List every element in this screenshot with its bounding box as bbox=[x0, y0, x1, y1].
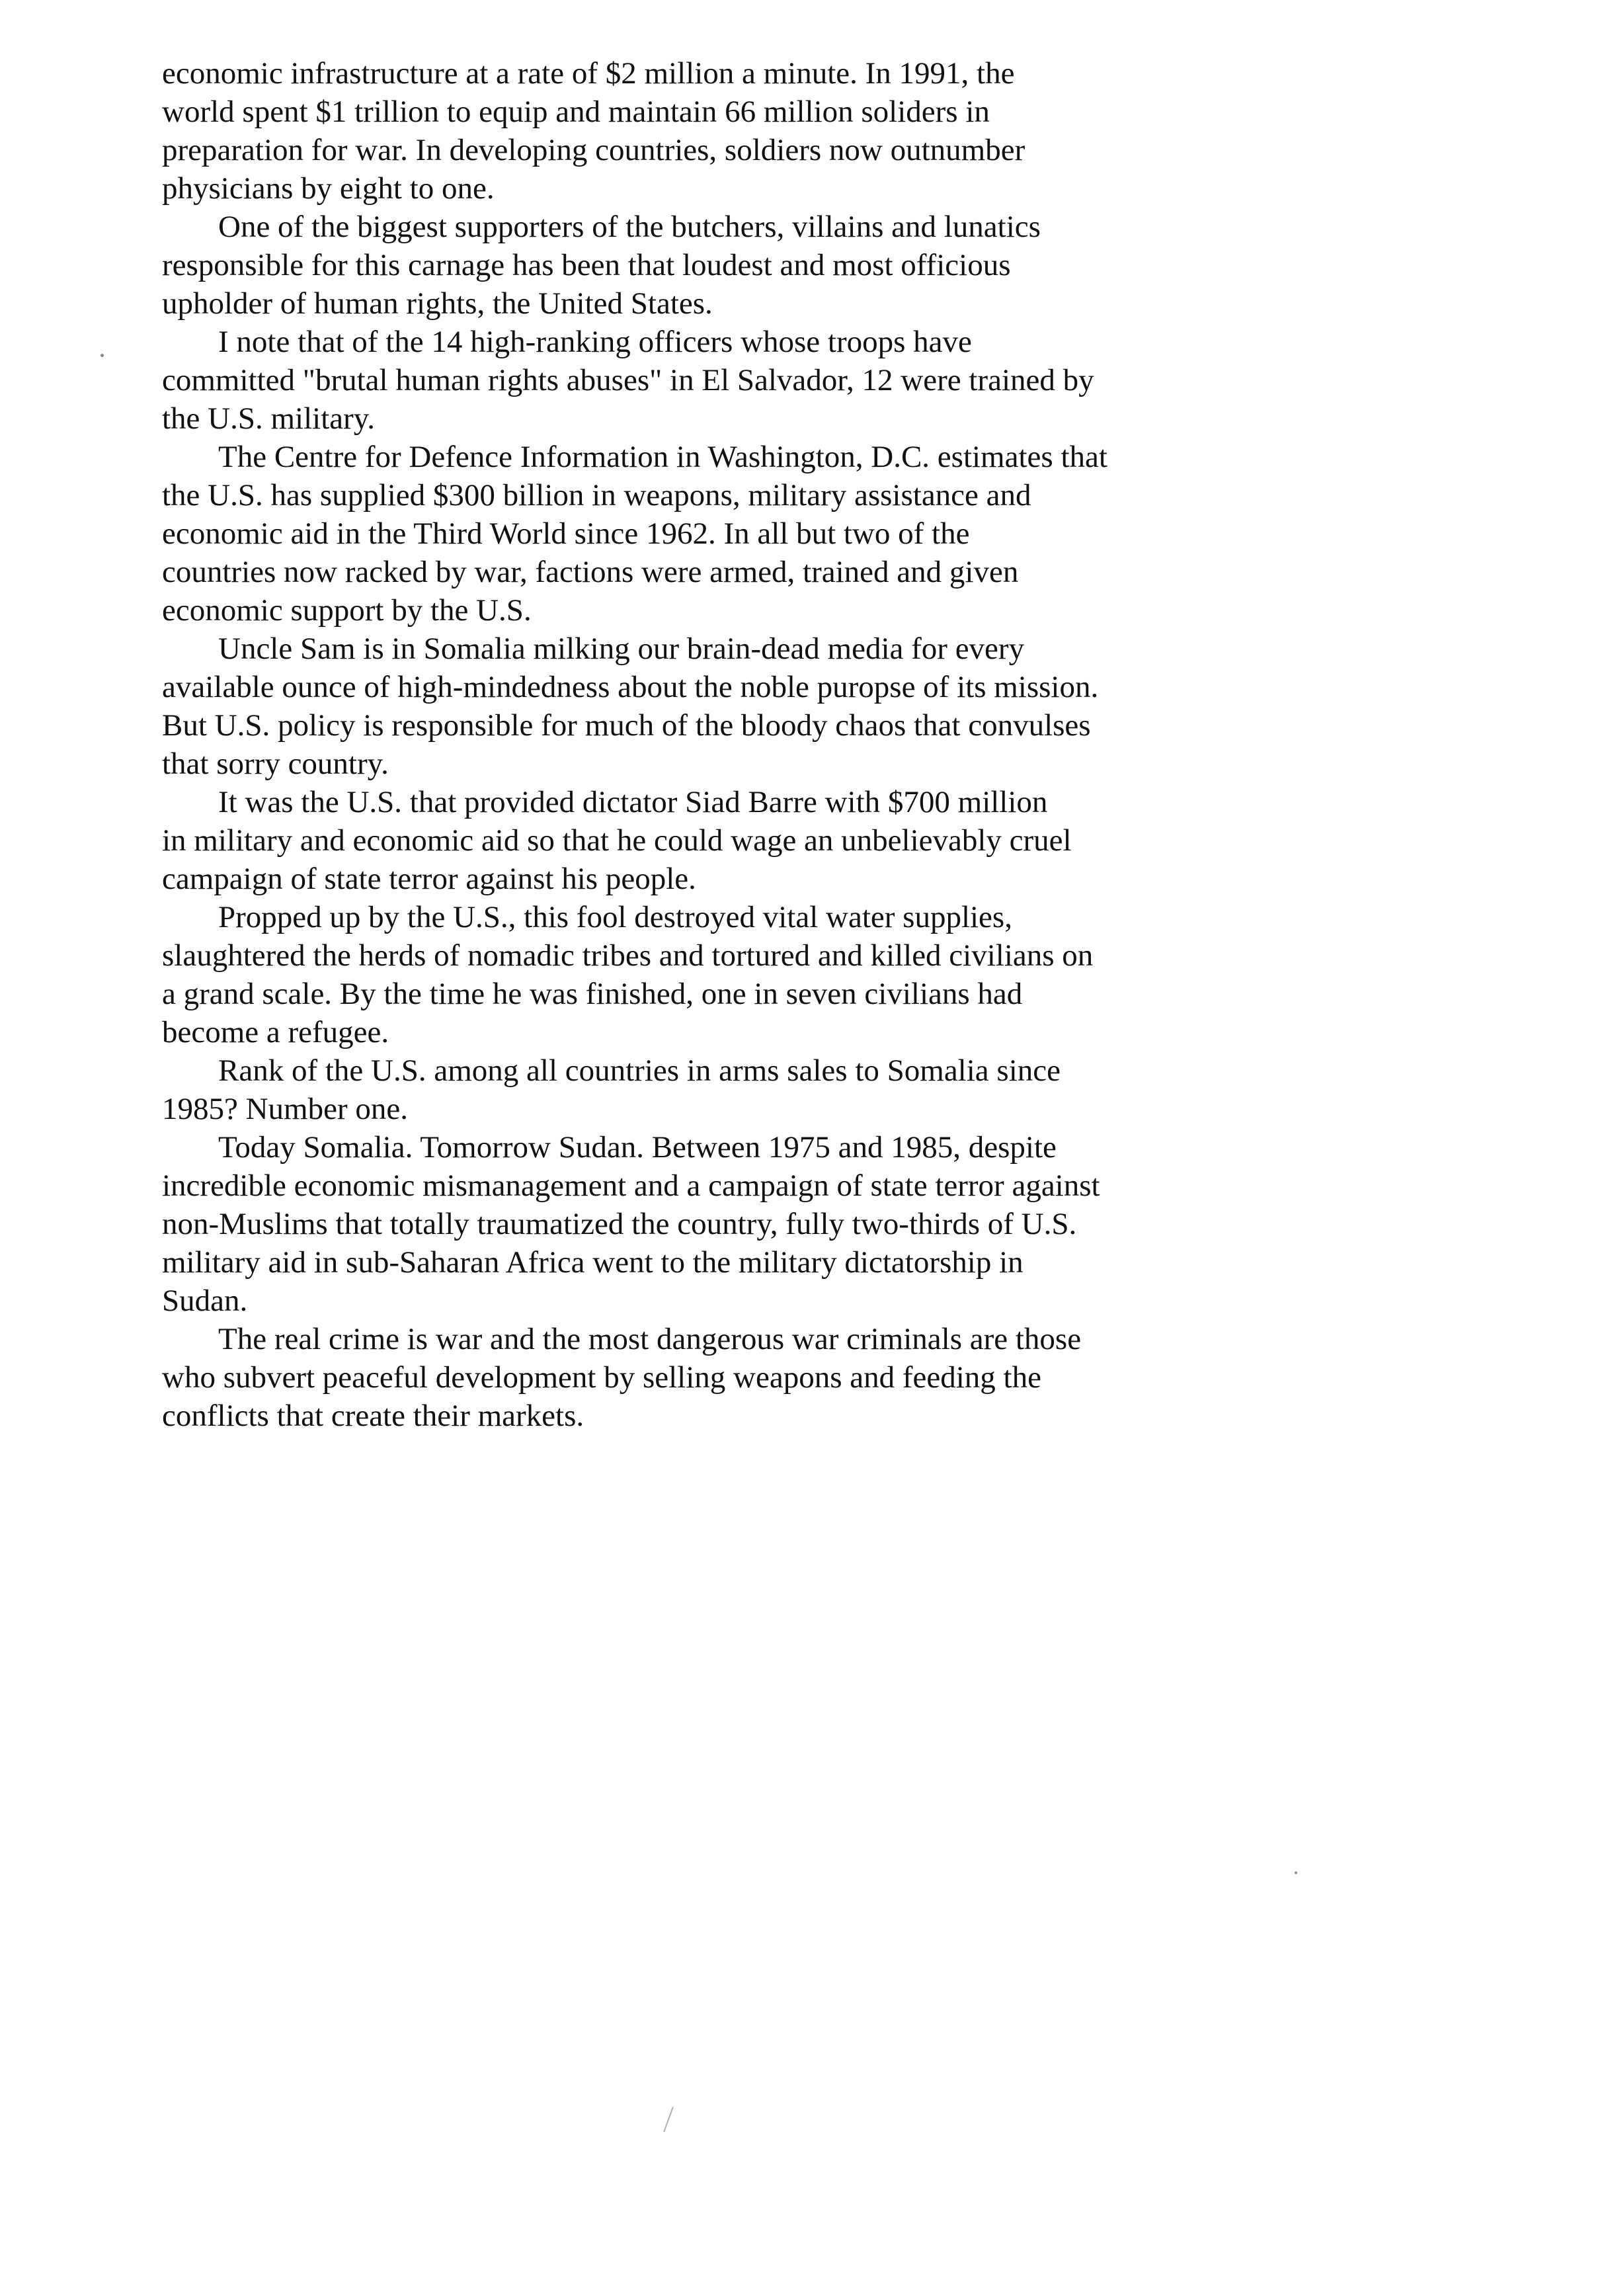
paragraph-3: I note that of the 14 high-ranking officers whose troops have committed "brutal human rights abuses" in El Salvador, 12 were trained by the U.S. military. bbox=[162, 325, 1094, 436]
paragraph-1: economic infrastructure at a rate of $2 million a minute. In 1991, the world spent $1 trillion to equip and maintain 66 million soliders in preparation for war. In developing countries, soldiers now outnumber physicians by eight to one. bbox=[162, 56, 1025, 206]
paragraph-6: It was the U.S. that provided dictator Siad Barre with $700 million in military and economic aid so that he could wage an unbelievably cruel campaign of state terror against his people. bbox=[162, 785, 1072, 896]
paragraph-2: One of the biggest supporters of the butchers, villains and lunatics responsible for this carnage has been that loudest and most officious upholder of human rights, the United States. bbox=[162, 210, 1041, 321]
scan-mark bbox=[663, 2107, 674, 2132]
paragraph-8: Rank of the U.S. among all countries in arms sales to Somalia since 1985? Number one. bbox=[162, 1053, 1061, 1126]
paragraph-5: Uncle Sam is in Somalia milking our brain-dead media for every available ounce of high-mindedness about the noble puropse of its mission. But U.S. policy is responsible for much of the bloody chaos that convulses that sorry country. bbox=[162, 632, 1099, 781]
paragraph-4: The Centre for Defence Information in Washington, D.C. estimates that the U.S. has supplied $300 billion in weapons, military assistance and economic aid in the Third World since 1962. In all but two of the countries now racked by war, factions were armed, trained and given economic support by the U.S. bbox=[162, 440, 1107, 628]
paragraph-7: Propped up by the U.S., this fool destroyed vital water supplies, slaughtered the herds of nomadic tribes and tortured and killed civilians on a grand scale. By the time he was finished, one in seven civilians had become a refugee. bbox=[162, 900, 1094, 1049]
paragraph-9: Today Somalia. Tomorrow Sudan. Between 1975 and 1985, despite incredible economic mismanagement and a campaign of state terror against non-Muslims that totally traumatized the country, fully two-thirds of U.S. military aid in sub-Saharan Africa went to the military dictatorship in Sudan. bbox=[162, 1130, 1100, 1318]
paragraph-10: The real crime is war and the most dangerous war criminals are those who subvert peaceful development by selling weapons and feeding the conflicts that create their markets. bbox=[162, 1322, 1082, 1433]
scan-speck bbox=[1295, 1871, 1297, 1874]
article-body bbox=[162, 54, 1220, 1435]
scan-speck bbox=[100, 354, 104, 357]
